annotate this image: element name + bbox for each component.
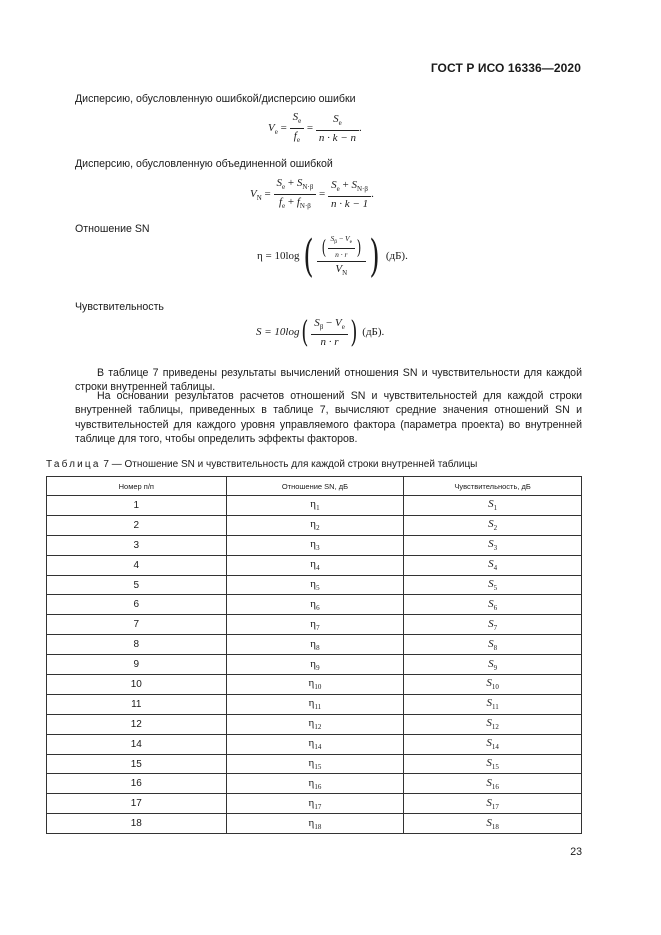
formula-vn-den1-a-sub: e [282, 202, 286, 210]
cell-number: 9 [47, 655, 227, 675]
formula-vn-lhs-sub: N [256, 194, 262, 203]
formula-vn-num2-a-sub: e [336, 185, 340, 193]
formula-vn: $V_N$ = $\frac{S_e + S_{N\cdot\beta}}{f_e + f_{N\cdot\beta}}$ = $\frac{S_e + S_{N\cdot\beta}}{n \cdot k - 1}$ . [250, 177, 374, 210]
results-table [46, 476, 582, 834]
cell-s-symbol: S [488, 538, 494, 551]
cell-eta-symbol: η [310, 498, 317, 511]
cell-s-index: 8 [493, 643, 498, 652]
formula-s-fraction [311, 317, 348, 348]
table-row [47, 595, 582, 615]
cell-eta-index: 11 [314, 703, 322, 712]
cell-eta-index: 15 [314, 763, 322, 772]
cell-sn-ratio [226, 714, 404, 734]
cell-s-symbol: S [488, 597, 494, 610]
formula-vn-num2-b-sub: N·β [356, 185, 368, 193]
cell-sensitivity [404, 655, 582, 675]
table-row [47, 814, 582, 834]
cell-s-symbol: S [488, 637, 494, 650]
table-row [47, 655, 582, 675]
cell-eta-index: 18 [314, 822, 322, 831]
cell-sn-ratio [226, 814, 404, 834]
cell-eta-index: 2 [316, 524, 320, 533]
cell-eta-symbol: η [310, 657, 317, 670]
table-caption-text: 7 — Отношение SN и чувствительность для каждой строки внутренней таблицы [100, 459, 478, 470]
formula-s-right-paren: ) [350, 314, 358, 350]
formula-s-lhs: S = 10log [256, 326, 300, 339]
formula-eta-inner-num-b: V [345, 234, 350, 243]
cell-sn-ratio [226, 555, 404, 575]
cell-number: 4 [47, 555, 227, 575]
cell-s-index: 2 [493, 524, 498, 533]
formula-eta-inner-num-a: S [330, 234, 335, 243]
formula-eta-inner-fraction [328, 234, 356, 259]
cell-s-index: 10 [491, 683, 499, 692]
table-row [47, 754, 582, 774]
cell-s-index: 1 [493, 504, 498, 513]
formula-vn-fraction-1 [274, 177, 317, 212]
cell-eta-symbol: η [308, 677, 315, 690]
formula-vn-num1-b: S [296, 177, 303, 189]
cell-number: 18 [47, 814, 227, 834]
cell-eta-index: 3 [316, 544, 320, 553]
formula-ve-num2-sub: e [338, 119, 342, 127]
formula-eta-left-paren: ( [302, 230, 314, 282]
formula-eta-inner-den: n · r [335, 250, 348, 259]
cell-number: 7 [47, 615, 227, 635]
cell-sn-ratio [226, 515, 404, 535]
cell-eta-index: 4 [316, 564, 320, 573]
table-row [47, 555, 582, 575]
page-number: 23 [570, 846, 582, 858]
cell-number: 15 [47, 754, 227, 774]
cell-sensitivity [404, 555, 582, 575]
formula-s-num-a-sub: β [319, 323, 324, 331]
table-body [47, 496, 582, 834]
table-row [47, 675, 582, 695]
header-number: Номер п/п [47, 477, 227, 496]
cell-eta-symbol: η [310, 558, 317, 571]
cell-s-symbol: S [486, 677, 492, 690]
cell-number: 1 [47, 496, 227, 516]
document-header: ГОСТ Р ИСО 16336—2020 [430, 61, 581, 75]
formula-eta-lhs: η = 10log [257, 250, 300, 263]
text-factor-effects: На основании результатов расчетов отношений SN и чувствительностей для каждой строки внутренней таблицы, приведенных в таблице 7, вычисляют средние значения отношений SN и чувствительностей для каждого уровня управляемого фактора (параметра проекта) во внутренней таблице для того, чтобы определить эффекты факторов. [75, 390, 582, 445]
cell-number: 2 [47, 515, 227, 535]
cell-sensitivity [404, 794, 582, 814]
table-row [47, 694, 582, 714]
cell-eta-symbol: η [308, 697, 315, 710]
cell-sn-ratio [226, 615, 404, 635]
cell-s-symbol: S [486, 717, 492, 730]
cell-s-index: 17 [491, 802, 499, 811]
table-row [47, 714, 582, 734]
cell-eta-symbol: η [308, 796, 315, 809]
formula-vn-plus-1: + [287, 177, 295, 189]
formula-ve-den1: f [293, 130, 297, 142]
formula-vn-den2: n · k − 1 [331, 198, 369, 210]
cell-s-symbol: S [488, 617, 494, 630]
cell-sn-ratio [226, 655, 404, 675]
formula-vn-plus-2: + [287, 196, 295, 208]
formula-vn-den1-b-sub: N·β [299, 202, 311, 210]
cell-eta-symbol: η [310, 597, 317, 610]
cell-number: 16 [47, 774, 227, 794]
cell-eta-index: 14 [314, 743, 322, 752]
cell-eta-symbol: η [310, 617, 317, 630]
table-row [47, 496, 582, 516]
header-sensitivity: Чувствительность, дБ [404, 477, 582, 496]
formula-vn-plus-3: + [342, 179, 349, 191]
table-row [47, 635, 582, 655]
cell-s-symbol: S [488, 498, 494, 511]
formula-s-left-paren: ( [301, 314, 309, 350]
cell-number: 17 [47, 794, 227, 814]
cell-s-index: 12 [491, 723, 499, 732]
cell-s-symbol: S [486, 776, 492, 789]
cell-eta-index: 12 [314, 723, 322, 732]
formula-vn-num1-a: S [276, 177, 283, 189]
cell-sn-ratio [226, 595, 404, 615]
cell-s-index: 15 [491, 763, 499, 772]
formula-ve: $V_e$ = $\frac{S_e}{f_e}$ = $\frac{S_e}{n \cdot k - n}$ . [268, 111, 362, 144]
cell-s-symbol: S [486, 816, 492, 829]
cell-sn-ratio [226, 535, 404, 555]
cell-sensitivity [404, 535, 582, 555]
formula-eta-right-paren: ) [369, 230, 380, 282]
table-row [47, 774, 582, 794]
formula-eta-unit: (дБ). [385, 250, 408, 263]
cell-sn-ratio [226, 575, 404, 595]
formula-eta [257, 230, 408, 282]
formula-eta-outer-den: V [335, 263, 343, 275]
cell-number: 10 [47, 675, 227, 695]
cell-s-index: 9 [493, 663, 498, 672]
formula-ve-num1-sub: e [298, 117, 302, 125]
cell-sn-ratio [226, 496, 404, 516]
cell-number: 6 [47, 595, 227, 615]
cell-sensitivity [404, 635, 582, 655]
cell-eta-index: 7 [316, 623, 320, 632]
table-header-row [47, 477, 582, 496]
cell-s-index: 11 [492, 703, 499, 712]
cell-s-index: 16 [491, 782, 499, 791]
formula-vn-den1-a: f [278, 196, 283, 208]
cell-eta-symbol: η [310, 637, 317, 650]
cell-eta-index: 1 [316, 504, 320, 513]
cell-sensitivity [404, 694, 582, 714]
cell-sensitivity [404, 774, 582, 794]
cell-eta-symbol: η [308, 816, 315, 829]
formula-vn-lhs: V [250, 188, 257, 201]
formula-s-unit: (дБ). [362, 326, 385, 339]
formula-vn-num2-b: S [351, 179, 357, 191]
cell-s-index: 3 [493, 544, 498, 553]
cell-sensitivity [404, 595, 582, 615]
cell-sensitivity [404, 734, 582, 754]
cell-eta-index: 10 [314, 683, 322, 692]
cell-sn-ratio [226, 635, 404, 655]
cell-sensitivity [404, 814, 582, 834]
cell-eta-symbol: η [308, 776, 315, 789]
cell-s-symbol: S [486, 737, 492, 750]
cell-s-symbol: S [486, 796, 492, 809]
formula-ve-fraction-1 [290, 111, 305, 146]
cell-sn-ratio [226, 794, 404, 814]
formula-ve-num2: S [333, 113, 339, 125]
cell-eta-index: 17 [314, 802, 322, 811]
formula-ve-den1-sub: e [296, 136, 300, 144]
cell-sn-ratio [226, 694, 404, 714]
formula-ve-lhs: V [268, 122, 275, 135]
formula-s [256, 314, 385, 350]
table-caption [46, 459, 477, 470]
formula-eta-outer-fraction: ( $\frac{S_\beta - V_e}{n \cdot r}$ ) $V_N$ [317, 234, 366, 279]
cell-eta-symbol: η [308, 717, 315, 730]
text-sn-ratio: Отношение SN [75, 223, 150, 235]
cell-eta-index: 16 [314, 782, 322, 791]
cell-sensitivity [404, 496, 582, 516]
cell-s-symbol: S [486, 757, 492, 770]
cell-eta-symbol: η [308, 737, 315, 750]
header-sn-ratio: Отношение SN, дБ [226, 477, 404, 496]
cell-number: 14 [47, 734, 227, 754]
cell-sensitivity [404, 575, 582, 595]
cell-sn-ratio [226, 754, 404, 774]
cell-s-symbol: S [488, 657, 494, 670]
cell-s-index: 7 [493, 623, 498, 632]
formula-s-num-b-sub: e [341, 323, 345, 331]
cell-sensitivity [404, 714, 582, 734]
cell-eta-symbol: η [310, 538, 317, 551]
cell-s-index: 14 [491, 743, 499, 752]
cell-number: 5 [47, 575, 227, 595]
formula-eta-inner-num-a-sub: β [334, 239, 338, 245]
cell-number: 11 [47, 694, 227, 714]
cell-eta-index: 9 [316, 663, 320, 672]
table-row [47, 575, 582, 595]
table-row [47, 515, 582, 535]
cell-sensitivity [404, 754, 582, 774]
formula-s-den: n · r [320, 336, 339, 348]
cell-s-index: 18 [491, 822, 499, 831]
cell-sn-ratio [226, 675, 404, 695]
formula-eta-outer-den-sub: N [342, 269, 348, 277]
cell-number: 3 [47, 535, 227, 555]
cell-s-symbol: S [488, 558, 494, 571]
formula-vn-num2-a: S [331, 179, 337, 191]
formula-vn-den1-b: f [296, 196, 300, 208]
cell-number: 12 [47, 714, 227, 734]
formula-eta-inner-minus: − [338, 234, 344, 243]
cell-eta-index: 6 [316, 603, 320, 612]
table-caption-prefix: Таблица [46, 459, 101, 470]
text-table-intro: В таблице 7 приведены результаты вычислений отношения SN и чувствительности для каждой строки внутренней таблицы. [75, 367, 582, 394]
text-variance-error: Дисперсию, обусловленную ошибкой/дисперсию ошибки [75, 93, 356, 105]
formula-s-num-a: S [314, 317, 320, 329]
text-pooled-error: Дисперсию, обусловленную объединенной ошибкой [75, 158, 333, 170]
formula-vn-num1-b-sub: N·β [302, 183, 314, 191]
cell-sn-ratio [226, 734, 404, 754]
formula-ve-den2: n · k − n [318, 132, 356, 144]
table-row [47, 535, 582, 555]
cell-eta-index: 5 [316, 584, 320, 592]
cell-s-index: 5 [493, 584, 498, 592]
cell-eta-symbol: η [310, 518, 317, 531]
cell-sensitivity [404, 675, 582, 695]
cell-number: 8 [47, 635, 227, 655]
table-row [47, 615, 582, 635]
cell-s-symbol: S [488, 578, 494, 590]
cell-sensitivity [404, 515, 582, 535]
formula-eta-inner-num-b-sub: e [349, 239, 353, 245]
formula-ve-fraction-2 [316, 113, 359, 144]
formula-ve-lhs-sub: e [274, 128, 278, 137]
cell-eta-symbol: η [308, 757, 315, 770]
cell-s-index: 4 [493, 564, 498, 573]
formula-vn-num1-a-sub: e [282, 183, 286, 191]
cell-s-symbol: S [486, 697, 492, 710]
cell-sensitivity [404, 615, 582, 635]
formula-vn-fraction-2 [328, 179, 371, 210]
table-row [47, 794, 582, 814]
text-sensitivity: Чувствительность [75, 301, 164, 313]
cell-s-index: 6 [493, 603, 498, 612]
formula-s-minus: − [326, 317, 333, 329]
cell-eta-index: 8 [316, 643, 320, 652]
cell-eta-symbol: η [310, 578, 317, 590]
cell-s-symbol: S [488, 518, 494, 531]
formula-s-num-b: V [334, 317, 342, 329]
table-row [47, 734, 582, 754]
cell-sn-ratio [226, 774, 404, 794]
formula-ve-num1: S [292, 111, 299, 123]
